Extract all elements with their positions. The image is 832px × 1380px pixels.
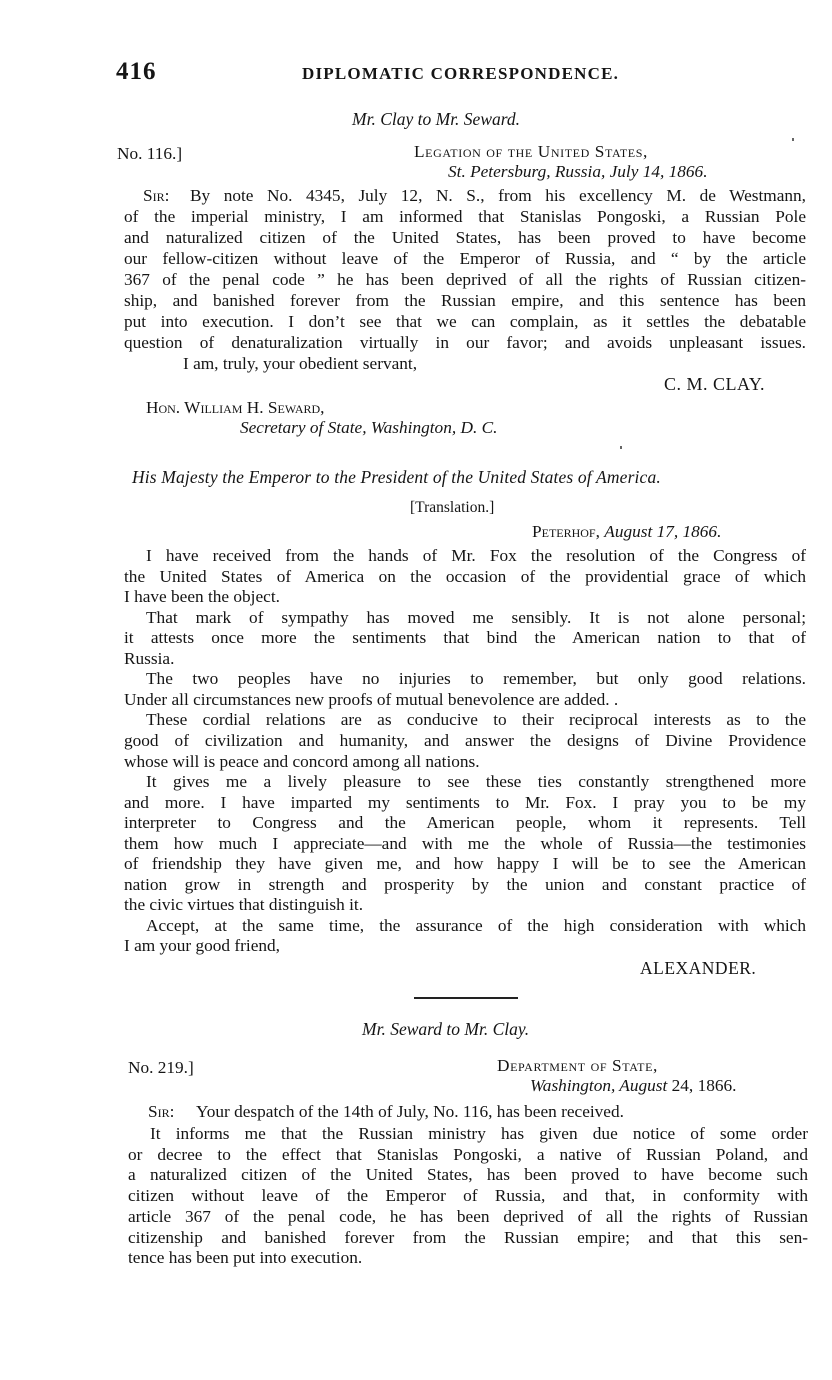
letter1-signature: C. M. CLAY.: [664, 374, 766, 394]
paragraph-line: whose will is peace and concord among all nations.: [124, 751, 480, 771]
letter3-first-line: Your despatch of the 14th of July, No. 116, has been received.: [196, 1102, 624, 1121]
section-divider: [414, 997, 518, 999]
paragraph-line: article 367 of the penal code, he has been deprived of all the rights of Russian: [128, 1206, 808, 1226]
paragraph-line: I have been the object.: [124, 587, 280, 607]
running-title: DIPLOMATIC CORRESPONDENCE.: [302, 64, 620, 83]
letter1-number: No. 116.]: [117, 144, 183, 163]
paragraph-line: These cordial relations are as conducive to their reciprocal interests as to the: [146, 710, 806, 730]
page-number: 416: [116, 58, 157, 85]
letter3-date: 24, 1866.: [671, 1076, 737, 1095]
letter1-line: our fellow-citizen without leave of the Emperor of Russia, and “ by the article: [124, 249, 806, 268]
letter1-line: By note No. 4345, July 12, N. S., from his excellency M. de Westmann,: [190, 186, 806, 205]
paragraph-line: of friendship they have given me, and how happy I will be to see the American: [124, 854, 806, 874]
letter1-line: of the imperial ministry, I am informed that Stanislas Pongoski, a Russian Pole: [124, 207, 806, 226]
paragraph-line: Under all circumstances new proofs of mutual benevolence are added. .: [124, 689, 619, 709]
letter1-addressee-title: Secretary of State, Washington, D. C.: [240, 418, 498, 437]
letter1-addressee: Hon. William H. Seward,: [146, 398, 325, 417]
paragraph-line: Accept, at the same time, the assurance of the high consideration with which: [146, 915, 806, 935]
paragraph-line: That mark of sympathy has moved me sensibly. It is not alone personal;: [146, 607, 806, 627]
paragraph-line: citizen without leave of the Emperor of Russia, and that, in conformity with: [128, 1186, 808, 1206]
letter1-line: 367 of the penal code ” he has been deprived of all the rights of Russian citizen-: [124, 270, 806, 289]
letter1-origin: Legation of the United States,: [414, 142, 648, 161]
paragraph-line: the United States of America on the occasion of the providential grace of which: [124, 566, 806, 586]
paragraph-line: tence has been put into execution.: [128, 1248, 363, 1268]
letter1-line: ship, and banished forever from the Russian empire, and this sentence has been: [124, 291, 806, 310]
paragraph-line: I am your good friend,: [124, 936, 280, 956]
ink-speck: [620, 446, 622, 449]
letter1-dateline: St. Petersburg, Russia, July 14, 1866.: [448, 162, 708, 181]
paragraph-line: It gives me a lively pleasure to see these ties constantly strengthened more: [146, 772, 806, 792]
paragraph-line: them how much I appreciate—and with me the whole of Russia—the testimonies: [124, 833, 806, 853]
paragraph-line: good of civilization and humanity, and answer the designs of Divine Providence: [124, 730, 806, 750]
paragraph-line: or decree to the effect that Stanislas Pongoski, a native of Russian Poland, and: [128, 1144, 808, 1164]
paragraph-line: the civic virtues that distinguish it.: [124, 895, 364, 915]
letter3-number: No. 219.]: [128, 1058, 194, 1077]
letter1-line: question of denaturalization virtually in our favor; and avoids unpleasant issues.: [124, 333, 806, 352]
letter3-origin: Department of State,: [497, 1056, 658, 1075]
letter1-line: put into execution. I don’t see that we can complain, as it settles the debatable: [124, 312, 806, 331]
paragraph-line: citizenship and banished forever from the Russian empire; and that this sen-: [128, 1227, 808, 1247]
letter2-heading: His Majesty the Emperor to the President of the United States of America.: [132, 467, 661, 487]
letter2-dateline: [532, 522, 721, 543]
letter2-signature: ALEXANDER.: [640, 958, 757, 978]
paragraph-line: and more. I have imparted my sentiments to Mr. Fox. I pray you to be my: [124, 792, 806, 812]
letter3-dateline: [530, 1076, 736, 1097]
letter3-heading: Mr. Seward to Mr. Clay.: [362, 1019, 530, 1039]
letter1-salutation: Sir:: [143, 186, 170, 205]
letter3-salutation: Sir:: [148, 1102, 175, 1121]
letter1-closing: I am, truly, your obedient servant,: [183, 354, 418, 373]
letter1-line: and naturalized citizen of the United States, has been proved to have become: [124, 228, 806, 247]
ink-speck: [792, 138, 794, 141]
paragraph-line: it attests once more the sentiments that bind the American nation to that of: [124, 628, 806, 648]
letter2-place: Peterhof,: [532, 522, 600, 541]
paragraph-line: nation grow in strength and prosperity by the union and constant practice of: [124, 874, 806, 894]
paragraph-line: a naturalized citizen of the United States, has been proved to have become such: [128, 1165, 808, 1185]
paragraph-line: The two peoples have no injuries to remember, but only good relations.: [146, 669, 806, 689]
paragraph-line: I have received from the hands of Mr. Fox the resolution of the Congress of: [146, 546, 806, 565]
letter1-heading: Mr. Clay to Mr. Seward.: [352, 109, 521, 129]
letter2-translation-note: [Translation.]: [410, 499, 495, 516]
letter2-date: August 17, 1866.: [604, 522, 722, 541]
paragraph-line: It informs me that the Russian ministry has given due notice of some order: [150, 1124, 808, 1143]
paragraph-line: Russia.: [124, 648, 175, 668]
letter3-place: Washington, August: [530, 1076, 668, 1095]
paragraph-line: interpreter to Congress and the American people, whom it represents. Tell: [124, 813, 806, 833]
